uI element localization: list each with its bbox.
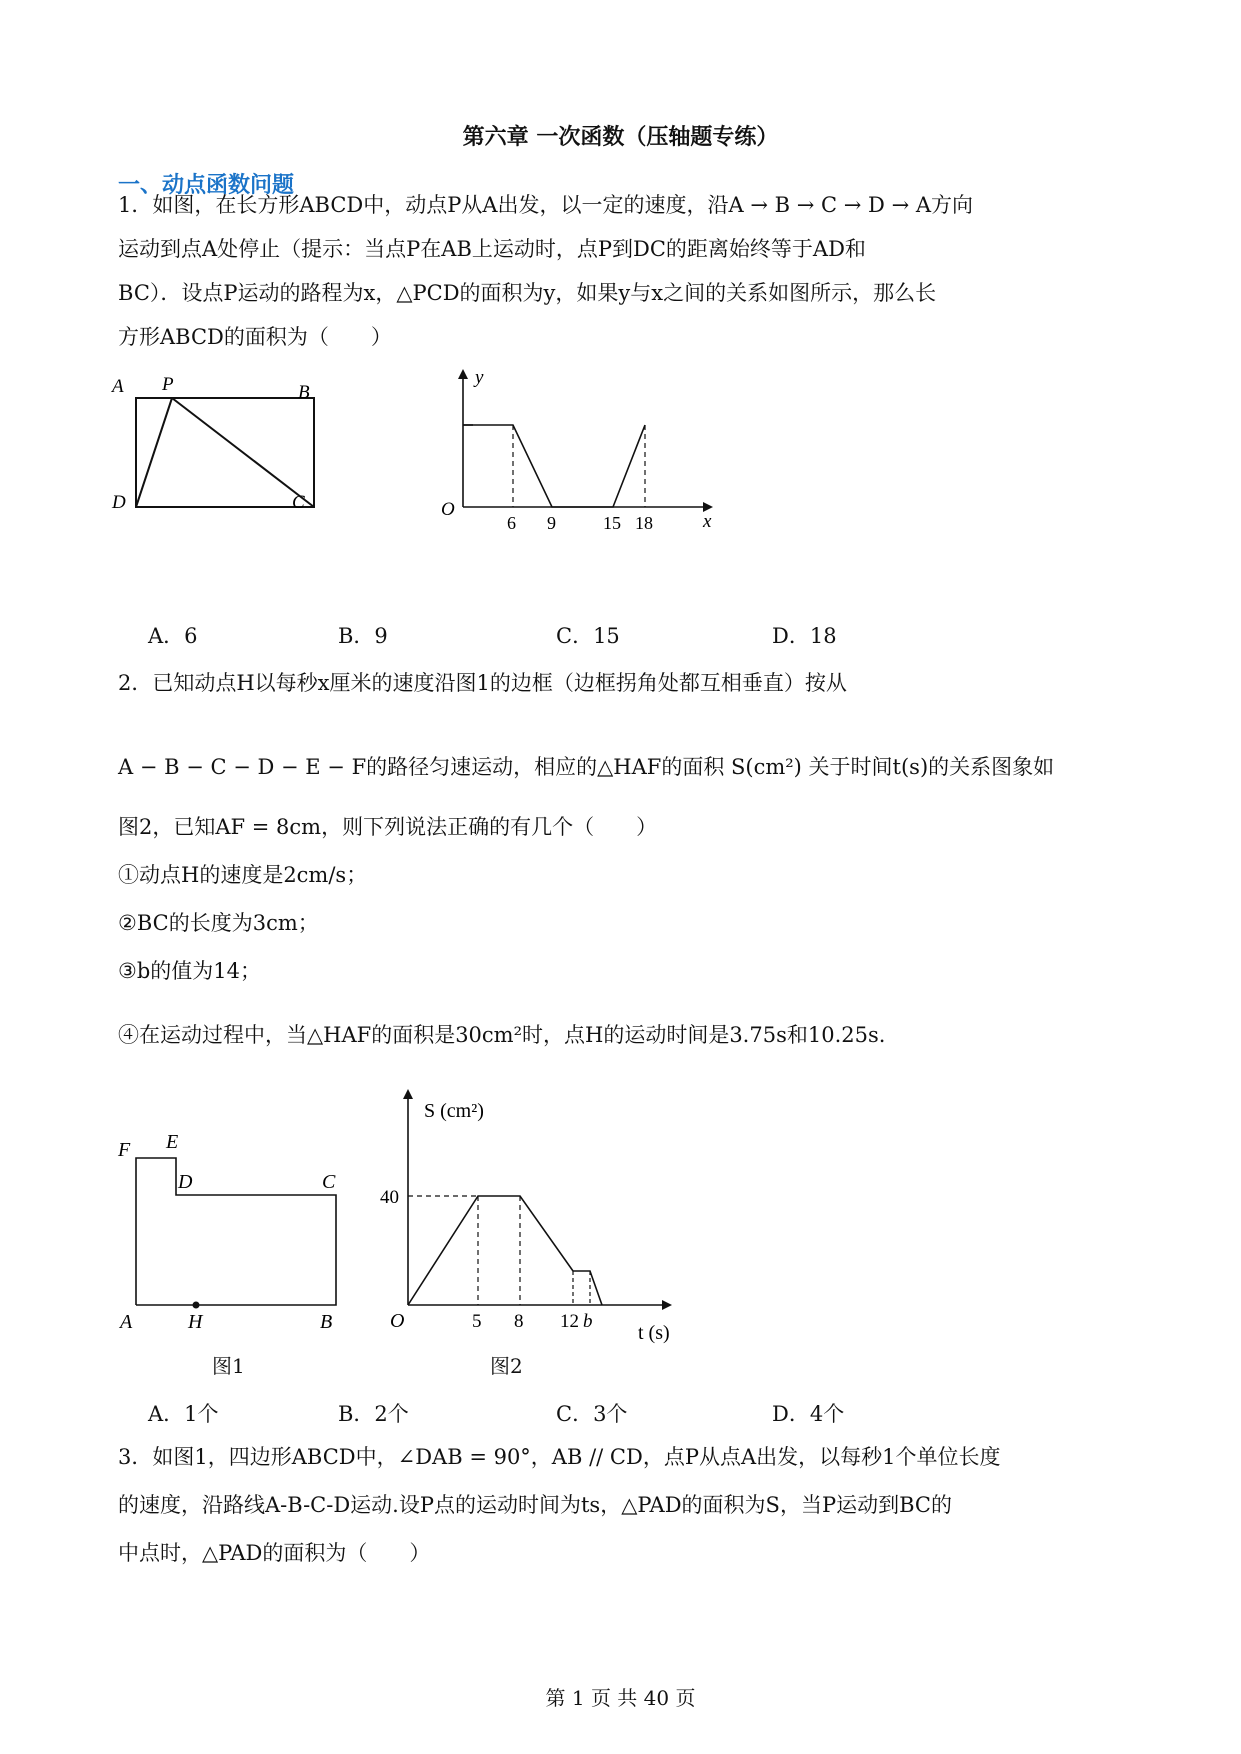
- tick-15: 15: [603, 513, 621, 533]
- q2-statement-4: ④在运动过程中，当△HAF的面积是30cm²时，点H的运动时间是3.75s和10.25s.: [118, 1023, 886, 1047]
- label-f: F: [118, 1139, 131, 1161]
- q2-option-c[interactable]: C．3个: [556, 1402, 628, 1426]
- label-a: A: [120, 1311, 133, 1333]
- tick-12: 12: [560, 1311, 579, 1332]
- tick-6: 6: [507, 513, 516, 533]
- label-a: A: [112, 376, 124, 397]
- frame-path: [136, 1158, 336, 1305]
- q1-line-4: 方形ABCD的面积为（ ）: [118, 325, 392, 349]
- label-b: B: [298, 382, 310, 403]
- segment-pd: [136, 398, 172, 507]
- tick-9: 9: [547, 513, 556, 533]
- label-s-axis: S (cm²): [424, 1100, 484, 1122]
- label-t-axis: t (s): [638, 1322, 670, 1344]
- q2-option-a[interactable]: A．1个: [148, 1402, 219, 1426]
- label-d: D: [178, 1171, 193, 1193]
- label-d: D: [112, 492, 126, 513]
- tick-5: 5: [472, 1311, 482, 1332]
- q1-function-graph: [385, 365, 715, 555]
- label-x: x: [703, 511, 712, 532]
- label-p: P: [162, 374, 174, 395]
- page-footer: 第 1 页 共 40 页: [545, 1686, 696, 1710]
- segment-pc: [172, 398, 314, 507]
- q1-option-b[interactable]: B．9: [338, 624, 388, 648]
- point-h: [193, 1302, 200, 1309]
- label-origin: O: [441, 499, 455, 520]
- q2-line-2: A − B − C − D − E − F的路径匀速运动，相应的△HAF的面积 S(cm²) 关于时间t(s)的关系图象如: [118, 755, 1055, 779]
- q3-line-2: 的速度，沿路线A-B-C-D运动.设P点的运动时间为ts，△PAD的面积为S，当P运动到BC的: [118, 1493, 952, 1517]
- tick-18: 18: [635, 513, 653, 533]
- graph-line: [463, 425, 645, 507]
- q2-line-3: 图2，已知AF = 8cm，则下列说法正确的有几个（ ）: [118, 815, 658, 839]
- section-heading: 一、动点函数问题: [118, 173, 295, 198]
- q2-statement-1: ①动点H的速度是2cm/s；: [118, 863, 368, 887]
- q1-line-2: 运动到点A处停止（提示：当点P在AB上运动时，点P到DC的距离始终等于AD和: [118, 237, 866, 261]
- label-origin: O: [390, 1310, 405, 1332]
- t-axis-arrow: [662, 1300, 672, 1310]
- q3-line-1: 3．如图1，四边形ABCD中，∠DAB = 90°，AB // CD，点P从点A出发，以每秒1个单位长度: [118, 1445, 1001, 1469]
- page-title: 第六章 一次函数（压轴题专练）: [462, 125, 779, 150]
- label-c: C: [292, 492, 305, 513]
- label-y: y: [475, 367, 484, 388]
- q2-option-d[interactable]: D．4个: [772, 1402, 845, 1426]
- q1-rectangle-figure: [110, 370, 350, 520]
- tick-b: b: [583, 1311, 593, 1332]
- q2-statement-2: ②BC的长度为3cm；: [118, 911, 319, 935]
- q1-line-1: 1．如图，在长方形ABCD中，动点P从A出发，以一定的速度，沿A → B → C → D → A方向: [118, 193, 973, 217]
- q2-figure-2: [380, 1085, 680, 1350]
- tick-8: 8: [514, 1311, 524, 1332]
- label-c: C: [322, 1171, 336, 1193]
- label-h: H: [188, 1311, 203, 1333]
- rectangle-abcd: [136, 398, 314, 507]
- label-e: E: [166, 1131, 179, 1153]
- q2-figure-1-caption: 图1: [212, 1354, 245, 1378]
- q3-line-3: 中点时，△PAD的面积为（ ）: [118, 1541, 431, 1565]
- q1-option-a[interactable]: A．6: [148, 624, 198, 648]
- q2-option-b[interactable]: B．2个: [338, 1402, 409, 1426]
- q1-option-d[interactable]: D．18: [772, 624, 837, 648]
- q1-option-c[interactable]: C．15: [556, 624, 620, 648]
- y-axis-arrow: [458, 369, 468, 379]
- q2-figure-2-caption: 图2: [490, 1354, 523, 1378]
- q2-line-1: 2．已知动点H以每秒x厘米的速度沿图1的边框（边框拐角处都互相垂直）按从: [118, 671, 847, 695]
- q1-line-3: BC）．设点P运动的路程为x，△PCD的面积为y，如果y与x之间的关系如图所示，那么长: [118, 281, 937, 305]
- label-40: 40: [380, 1187, 399, 1208]
- q2-figure-1: [112, 1120, 352, 1340]
- s-axis-arrow: [403, 1089, 413, 1099]
- q2-statement-3: ③b的值为14；: [118, 959, 261, 983]
- label-b: B: [320, 1311, 333, 1333]
